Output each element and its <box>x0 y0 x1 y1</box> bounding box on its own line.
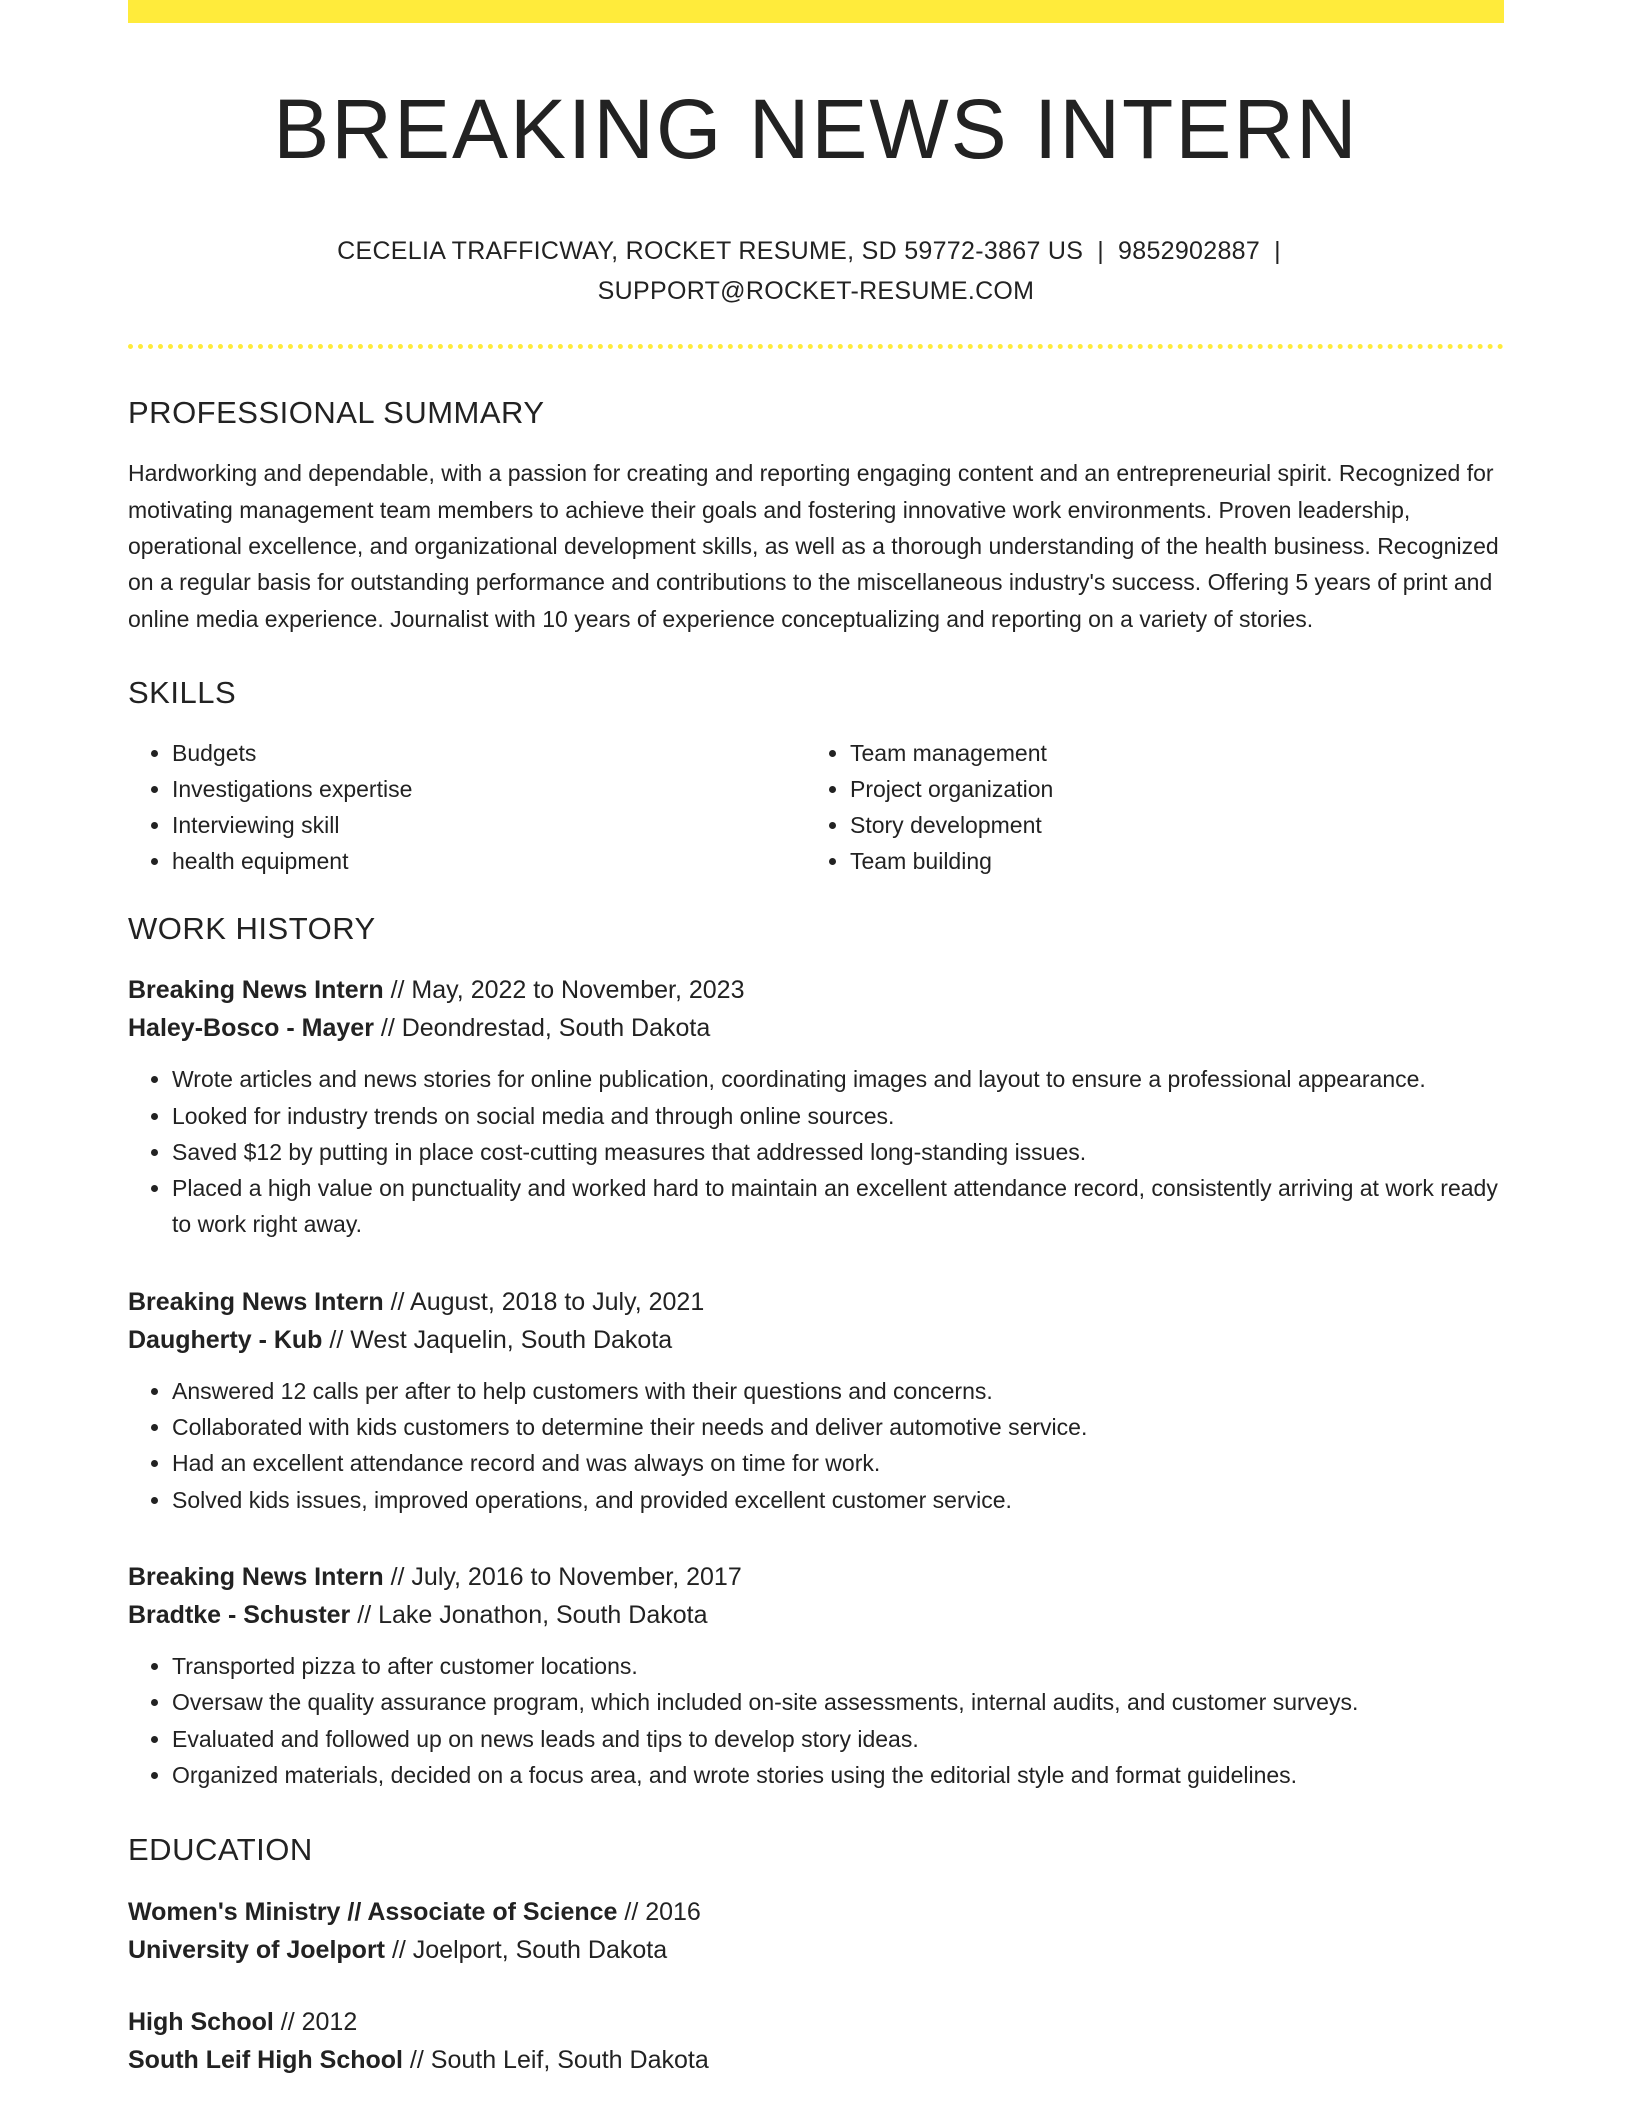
education-heading: EDUCATION <box>128 1832 313 1868</box>
job-company: Haley-Bosco - Mayer <box>128 1014 374 1043</box>
education-degree-line <box>128 1893 1504 1931</box>
job-title: Breaking News Intern <box>128 1287 384 1316</box>
job-entry <box>128 1283 1504 1518</box>
skill-item: • Team building <box>850 843 1484 879</box>
job-bullet: • Solved kids issues, improved operations, and provided excellent customer service. <box>172 1482 1504 1518</box>
education-entry <box>128 1893 1504 1969</box>
skill-item: • health equipment <box>172 843 806 879</box>
dotted-divider <box>128 344 1504 349</box>
job-title-line <box>128 1558 1504 1596</box>
contact-separator: | <box>1274 237 1281 266</box>
job-bullets <box>128 1648 1504 1793</box>
skills-heading: SKILLS <box>128 674 237 710</box>
job-bullet: • Evaluated and followed up on news leads and tips to develop story ideas. <box>172 1721 1504 1757</box>
education-degree-line <box>128 2003 1504 2041</box>
education-entry <box>128 2003 1504 2079</box>
skill-item: • Interviewing skill <box>172 807 806 843</box>
job-location: // Lake Jonathon, South Dakota <box>350 1600 708 1629</box>
job-company-line <box>128 1321 1504 1359</box>
skill-item: • Team management <box>850 735 1484 771</box>
education-school: University of Joelport <box>128 1936 385 1965</box>
education-location: // South Leif, South Dakota <box>402 2046 709 2075</box>
skill-item: • Project organization <box>850 771 1484 807</box>
job-company-line <box>128 1596 1504 1634</box>
work-history-heading: WORK HISTORY <box>128 911 376 947</box>
job-bullet: • Looked for industry trends on social media and through online sources. <box>172 1098 1504 1134</box>
job-bullet: • Saved $12 by putting in place cost-cutting measures that addressed long-standing issues. <box>172 1134 1504 1170</box>
job-location: // Deondrestad, South Dakota <box>373 1014 711 1043</box>
education-location: // Joelport, South Dakota <box>385 1936 668 1965</box>
job-bullets <box>128 1373 1504 1518</box>
job-entry <box>128 1558 1504 1793</box>
education-school-line <box>128 2041 1504 2079</box>
job-dates: // August, 2018 to July, 2021 <box>383 1287 705 1316</box>
job-bullet: • Placed a high value on punctuality and worked hard to maintain an excellent attendance record, consistently arriving at work ready to work right away. <box>172 1170 1504 1243</box>
job-dates: // July, 2016 to November, 2017 <box>383 1562 742 1591</box>
education-year: // 2012 <box>273 2008 358 2037</box>
skills-column-right <box>806 735 1484 879</box>
job-bullet: • Collaborated with kids customers to determine their needs and deliver automotive service. <box>172 1409 1504 1445</box>
job-title-line <box>128 1283 1504 1321</box>
job-entry <box>128 971 1504 1242</box>
summary-text: Hardworking and dependable, with a passion for creating and reporting engaging content and an entrepreneurial spirit. Recognized for motivating management team members to achieve their goals and fostering innovative work environments. Proven leadership, operational excellence, and organizational development skills, as well as a thorough understanding of the health business. Recognized on a regular basis for outstanding performance and contributions to the miscellaneous industry's success. Offering 5 years of print and online media experience. Journalist with 10 years of experience conceptualizing and reporting on a variety of stories. <box>128 460 1499 632</box>
education-degree: Women's Ministry // Associate of Science <box>128 1898 618 1927</box>
skills-column-left <box>128 735 806 879</box>
job-title-line <box>128 971 1504 1009</box>
contact-phone: 9852902887 <box>1118 237 1261 266</box>
job-bullet: • Oversaw the quality assurance program, which included on-site assessments, internal audits, and customer surveys. <box>172 1684 1504 1720</box>
education-degree: High School <box>128 2008 274 2037</box>
job-bullet: • Had an excellent attendance record and was always on time for work. <box>172 1445 1504 1481</box>
job-bullet: • Transported pizza to after customer locations. <box>172 1648 1504 1684</box>
contact-separator: | <box>1097 237 1105 266</box>
education-school: South Leif High School <box>128 2046 403 2075</box>
summary-heading: PROFESSIONAL SUMMARY <box>128 395 545 431</box>
skill-item: • Investigations expertise <box>172 771 806 807</box>
contact-address: CECELIA TRAFFICWAY, ROCKET RESUME, SD 59772-3867 US <box>337 237 1084 266</box>
accent-top-bar <box>128 0 1504 23</box>
resume-title: BREAKING NEWS INTERN <box>273 82 1359 176</box>
contact-info <box>128 231 1504 311</box>
skill-item: • Story development <box>850 807 1484 843</box>
resume-page <box>128 0 1504 2079</box>
job-title: Breaking News Intern <box>128 976 384 1005</box>
education-school-line <box>128 1931 1504 1969</box>
job-company: Bradtke - Schuster <box>128 1600 351 1629</box>
skills-list <box>128 735 1504 879</box>
education-year: // 2016 <box>617 1898 701 1927</box>
contact-email: SUPPORT@ROCKET-RESUME.COM <box>597 277 1035 306</box>
job-bullets <box>128 1061 1504 1242</box>
job-location: // West Jaquelin, South Dakota <box>322 1325 673 1354</box>
job-bullet: • Wrote articles and news stories for online publication, coordinating images and layout to ensure a professional appearance. <box>172 1061 1504 1097</box>
job-bullet: • Organized materials, decided on a focus area, and wrote stories using the editorial style and format guidelines. <box>172 1757 1504 1793</box>
job-dates: // May, 2022 to November, 2023 <box>383 976 745 1005</box>
job-title: Breaking News Intern <box>128 1562 384 1591</box>
skill-item: • Budgets <box>172 735 806 771</box>
job-company: Daugherty - Kub <box>128 1325 323 1354</box>
job-company-line <box>128 1009 1504 1047</box>
job-bullet: • Answered 12 calls per after to help customers with their questions and concerns. <box>172 1373 1504 1409</box>
